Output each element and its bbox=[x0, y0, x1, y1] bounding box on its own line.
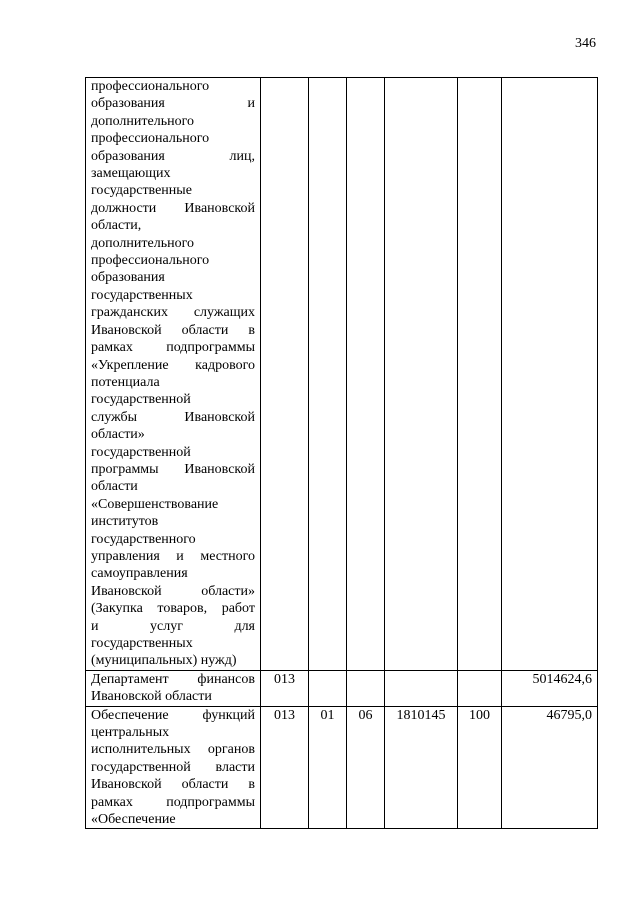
item-name-line: институтов bbox=[91, 514, 159, 530]
item-name-line: гражданских служащих bbox=[91, 305, 255, 321]
item-name-line: образования и bbox=[91, 96, 255, 112]
table-row bbox=[86, 78, 598, 671]
item-name-line: (муниципальных) нужд) bbox=[91, 653, 237, 669]
item-name-line: программы Ивановской bbox=[91, 461, 255, 477]
expense-type-cell bbox=[458, 78, 502, 671]
item-name-line: государственного bbox=[91, 531, 196, 547]
item-name-line: образования bbox=[91, 270, 165, 286]
item-name-line: должности Ивановской bbox=[91, 200, 255, 216]
amount-cell bbox=[502, 78, 598, 671]
item-name-line: профессионального bbox=[91, 131, 210, 147]
item-name-line: государственных bbox=[91, 636, 193, 651]
item-name-line: государственной bbox=[91, 444, 191, 460]
item-name-line: образования лиц, bbox=[91, 148, 255, 164]
item-name-line: дополнительного bbox=[91, 235, 194, 251]
item-name-line: области bbox=[91, 479, 138, 495]
section-code-cell bbox=[309, 670, 347, 706]
item-name-line: и услуг для bbox=[91, 618, 255, 634]
subsection-code-cell bbox=[347, 670, 385, 706]
section-code-cell bbox=[309, 78, 347, 671]
expense-type-cell bbox=[458, 670, 502, 706]
item-name-line: рамках подпрограммы bbox=[91, 340, 255, 356]
item-name-line: управления и местного bbox=[91, 548, 255, 564]
item-name-line: потенциала bbox=[91, 374, 160, 390]
ministry-code-cell bbox=[261, 78, 309, 671]
item-name-line: службы Ивановской bbox=[91, 409, 255, 425]
subsection-code-cell bbox=[347, 78, 385, 671]
item-name-cell bbox=[86, 706, 261, 829]
item-name-line: Ивановской области bbox=[91, 689, 212, 705]
item-name-line: Ивановской области в bbox=[91, 777, 255, 793]
item-name-line: исполнительных органов bbox=[91, 742, 255, 758]
item-name-line: государственных bbox=[91, 287, 193, 303]
table-row bbox=[86, 670, 598, 706]
item-name-cell bbox=[86, 670, 261, 706]
expense-type-cell: 100 bbox=[458, 706, 502, 829]
ministry-code-cell: 013 bbox=[261, 706, 309, 829]
item-name-line: государственной власти bbox=[91, 759, 255, 775]
item-name-line: замещающих bbox=[91, 166, 171, 182]
item-name-line: профессионального bbox=[91, 79, 210, 94]
item-name-line: рамках подпрограммы bbox=[91, 794, 255, 810]
item-name-line: области» bbox=[91, 427, 145, 443]
item-name-line: государственной bbox=[91, 392, 191, 408]
item-name-line: самоуправления bbox=[91, 566, 188, 582]
item-name-line: Департамент финансов bbox=[91, 671, 255, 687]
item-name-line: «Обеспечение bbox=[91, 812, 176, 828]
table-body bbox=[86, 78, 598, 829]
item-name-line: Ивановской области в bbox=[91, 322, 255, 338]
item-name-line: области, bbox=[91, 218, 142, 234]
target-article-cell bbox=[385, 78, 458, 671]
amount-cell: 5014624,6 bbox=[502, 670, 598, 706]
item-name-line: центральных bbox=[91, 725, 170, 741]
target-article-cell: 1810145 bbox=[385, 706, 458, 829]
item-name-line: профессионального bbox=[91, 253, 210, 269]
item-name-line: государственные bbox=[91, 183, 192, 199]
budget-table bbox=[85, 77, 598, 829]
item-name-line: Обеспечение функций bbox=[91, 707, 255, 723]
subsection-code-cell: 06 bbox=[347, 706, 385, 829]
table-row bbox=[86, 706, 598, 829]
ministry-code-cell: 013 bbox=[261, 670, 309, 706]
item-name-line: (Закупка товаров, работ bbox=[91, 601, 255, 617]
item-name-line: «Укрепление кадрового bbox=[91, 357, 255, 373]
item-name-line: Ивановской области» bbox=[91, 583, 255, 599]
item-name-line: дополнительного bbox=[91, 113, 194, 129]
page-number: 346 bbox=[575, 36, 596, 51]
section-code-cell: 01 bbox=[309, 706, 347, 829]
amount-cell: 46795,0 bbox=[502, 706, 598, 829]
target-article-cell bbox=[385, 670, 458, 706]
item-name-cell bbox=[86, 78, 261, 671]
item-name-line: «Совершенствование bbox=[91, 496, 219, 512]
